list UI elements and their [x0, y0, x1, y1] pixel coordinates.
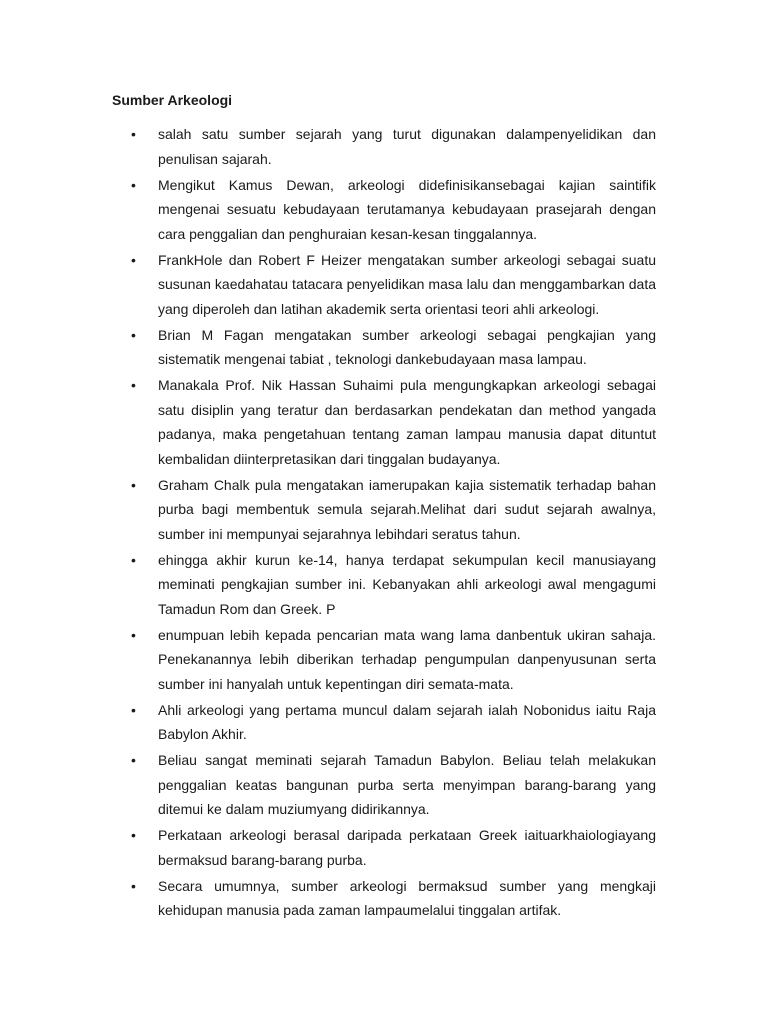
list-item	[112, 548, 656, 622]
bullet-icon: •	[131, 752, 136, 768]
list-item-text: salah satu sumber sejarah yang turut digunakan dalampenyelidikan dan penulisan sajarah.	[158, 126, 656, 167]
bullet-icon: •	[131, 377, 136, 393]
document-title: Sumber Arkeologi	[112, 92, 233, 108]
list-item-text: Perkataan arkeologi berasal daripada perkataan Greek iaituarkhaiologiayang bermaksud barang-barang purba.	[158, 827, 656, 868]
list-item	[112, 473, 656, 547]
bullet-icon: •	[131, 251, 136, 268]
list-item	[112, 173, 656, 247]
list-item-text: Brian M Fagan mengatakan sumber arkeologi sebagai pengkajian yang sistematik mengenai tabiat , teknologi dankebudayaan masa lampau.	[158, 326, 656, 367]
list-item	[112, 373, 656, 471]
list-item	[112, 248, 656, 322]
list-item-text: FrankHole dan Robert F Heizer mengatakan sumber arkeologi sebagai suatu susunan kaedahatau tatacara penyelidikan masa lalu dan menggambarkan data yang diperoleh dan latihan akademik serta orientasi teori ahli arkeologi.	[158, 251, 656, 317]
bullet-icon: •	[131, 476, 136, 493]
list-item-text: Ahli arkeologi yang pertama muncul dalam sejarah ialah Nobonidus iaitu Raja Babylon Akhir.	[158, 701, 656, 742]
bullet-icon: •	[131, 551, 136, 568]
list-item	[112, 698, 656, 747]
bullet-icon: •	[131, 877, 136, 894]
bullet-icon: •	[131, 176, 136, 193]
list-item-text: Beliau sangat meminati sejarah Tamadun Babylon. Beliau telah melakukan penggalian keatas bangunan purba serta menyimpan barang-barang yang ditemui ke dalam muziumyang didirikannya.	[158, 752, 656, 817]
list-item	[112, 748, 656, 822]
list-item	[112, 122, 656, 171]
bullet-icon: •	[131, 626, 136, 643]
list-item	[112, 874, 656, 923]
bullet-icon: •	[131, 827, 136, 843]
list-item-text: Mengikut Kamus Dewan, arkeologi didefinisikansebagai kajian saintifik mengenai sesuatu kebudayaan terutamanya kebudayaan prasejarah dengan cara penggalian dan penghuraian kesan-kesan tinggalannya.	[158, 176, 656, 242]
list-item	[112, 623, 656, 697]
bullet-icon: •	[131, 326, 136, 343]
bullet-icon: •	[131, 701, 136, 718]
list-item-text: ehingga akhir kurun ke-14, hanya terdapat sekumpulan kecil manusiayang meminati pengkajian sumber ini. Kebanyakan ahli arkeologi awal mengagumi Tamadun Rom dan Greek. P	[158, 551, 656, 617]
list-item-text: Manakala Prof. Nik Hassan Suhaimi pula mengungkapkan arkeologi sebagai satu disiplin yang teratur dan berdasarkan pendekatan dan method yangada padanya, maka pengetahuan tentang zaman lampau manusia dapat dituntut kembalidan diinterpretasikan dari tinggalan budayanya.	[158, 377, 656, 467]
list-item-text: Graham Chalk pula mengatakan iamerupakan kajia sistematik terhadap bahan purba bagi membentuk semula sejarah.Melihat dari sudut sejarah awalnya, sumber ini mempunyai sejarahnya lebihdari seratus tahun.	[158, 476, 656, 542]
bullet-icon: •	[131, 126, 136, 142]
list-item	[112, 323, 656, 372]
list-item-text: enumpuan lebih kepada pencarian mata wang lama danbentuk ukiran sahaja. Penekanannya lebih diberikan terhadap pengumpulan danpenyusunan serta sumber ini hanyalah untuk kepentingan diri semata-mata.	[158, 626, 656, 692]
list-item	[112, 823, 656, 872]
bullet-list	[112, 122, 656, 924]
list-item-text: Secara umumnya, sumber arkeologi bermaksud sumber yang mengkaji kehidupan manusia pada zaman lampaumelalui tinggalan artifak.	[158, 877, 656, 918]
